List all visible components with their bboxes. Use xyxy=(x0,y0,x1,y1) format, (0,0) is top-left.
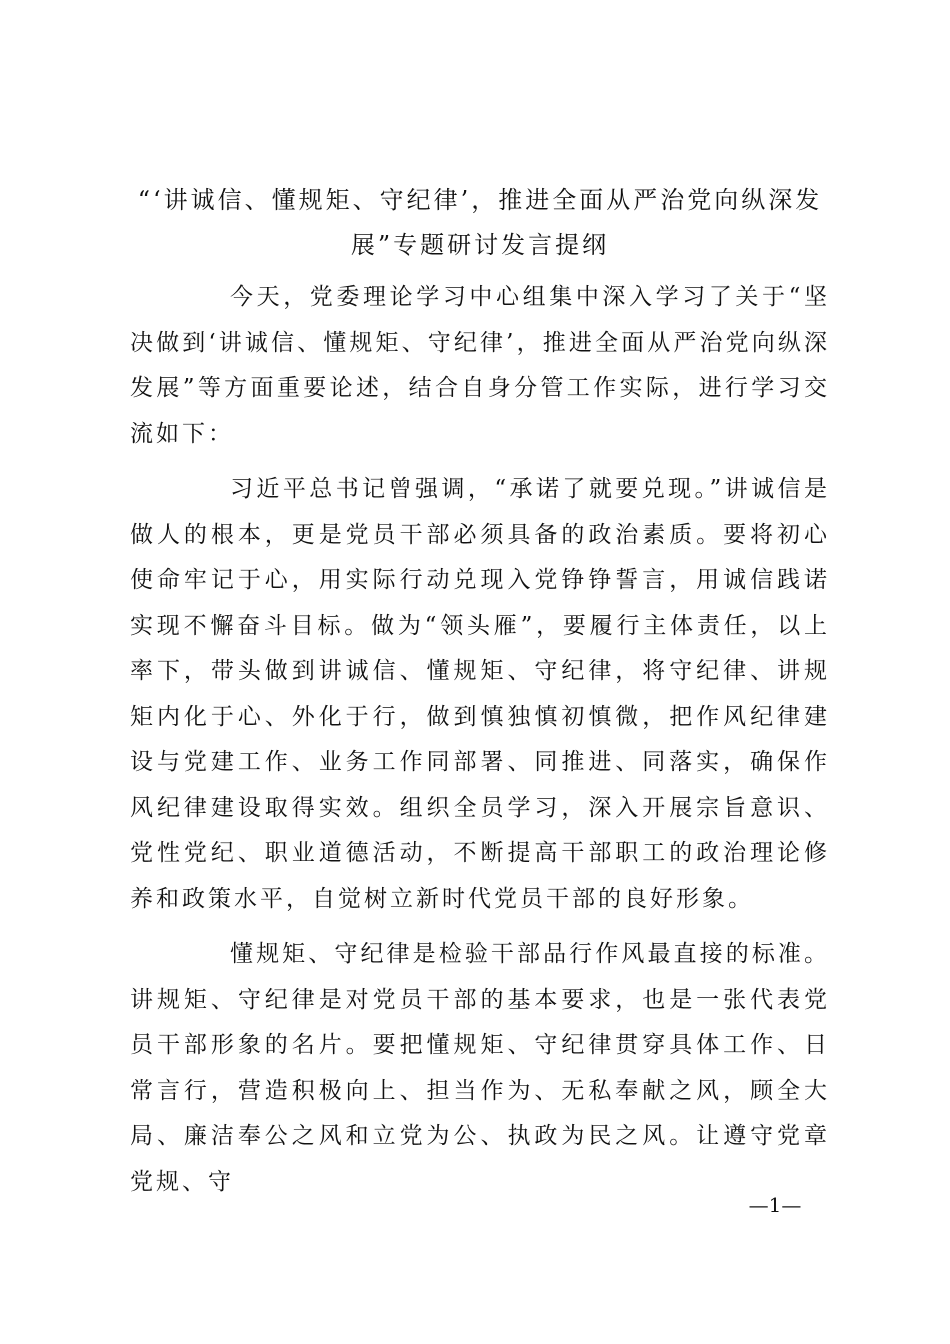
page-number: —1— xyxy=(748,1193,802,1217)
paragraph-intro: 今天，党委理论学习中心组集中深入学习了关于“坚决做到‘讲诚信、懂规矩、守纪律’，推进全面从严治党向纵深发展”等方面重要论述，结合自身分管工作实际，进行学习交流如下： xyxy=(130,284,830,447)
document-body xyxy=(130,275,830,1205)
document-title: “‘讲诚信、懂规矩、守纪律’，推进全面从严治党向纵深发展”专题研讨发言提纲 xyxy=(137,186,823,259)
paragraph-integrity: 习近平总书记曾强调，“承诺了就要兑现。”讲诚信是做人的根本，更是党员干部必须具备的政治素质。要将初心使命牢记于心，用实际行动兑现入党铮铮誓言，用诚信践诺实现不懈奋斗目标。做为“领头雁”，要履行主体责任，以上率下，带头做到讲诚信、懂规矩、守纪律，将守纪律、讲规矩内化于心、外化于行，做到慎独慎初慎微，把作风纪律建设与党建工作、业务工作同部署、同推进、同落实，确保作风纪律建设取得实效。组织全员学习，深入开展宗旨意识、党性党纪、职业道德活动，不断提高干部职工的政治理论修养和政策水平，自觉树立新时代党员干部的良好形象。 xyxy=(130,476,830,912)
paragraph-discipline: 懂规矩、守纪律是检验干部品行作风最直接的标准。讲规矩、守纪律是对党员干部的基本要求，也是一张代表党员干部形象的名片。要把懂规矩、守纪律贯穿具体工作、日常言行，营造积极向上、担当作为、无私奉献之风，顾全大局、廉洁奉公之风和立党为公、执政为民之风。让遵守党章党规、守 xyxy=(130,941,830,1195)
